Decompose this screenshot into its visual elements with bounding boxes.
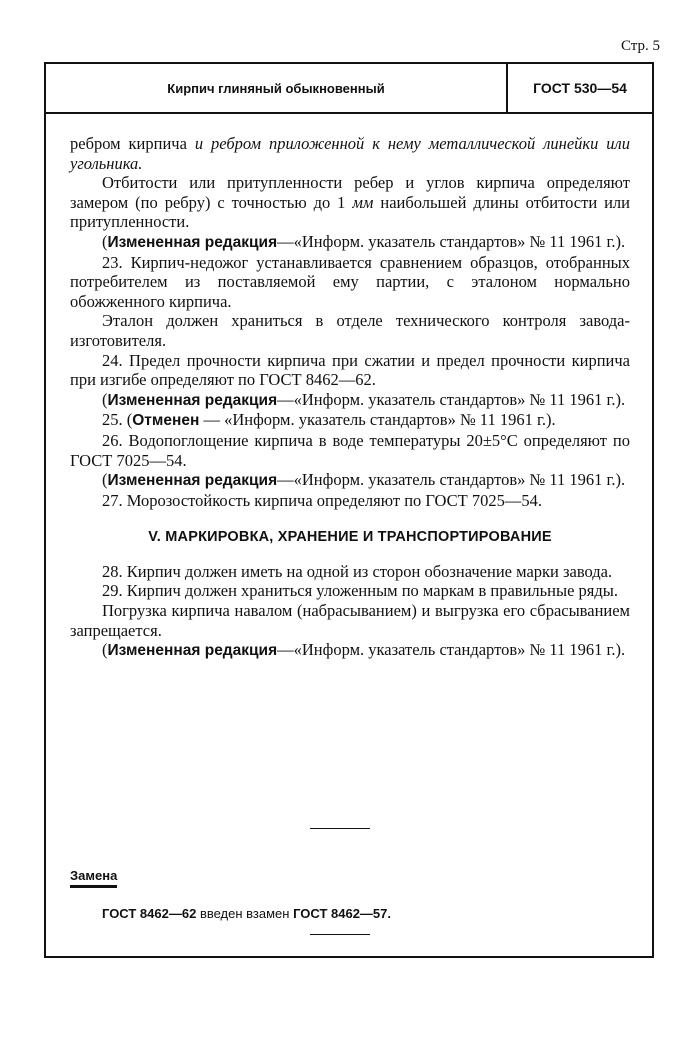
- text-run: 27. Морозостойкость кирпича определяют по ГОСТ 7025—54.: [102, 490, 542, 510]
- replacement-new-standard: ГОСТ 8462—62: [102, 906, 197, 921]
- paragraph: [70, 601, 630, 640]
- text-run: (: [102, 389, 108, 409]
- header-standard-code: ГОСТ 530—54: [533, 80, 627, 96]
- bold-text: Измененная редакция: [107, 472, 278, 490]
- text-run: 24. Предел прочности кирпича при сжатии и предел прочности кирпича при изгибе определяют по ГОСТ 8462—62.: [70, 350, 630, 390]
- paragraph: [70, 431, 630, 470]
- paragraph: [70, 351, 630, 390]
- paragraph: [70, 470, 630, 491]
- paragraph: [70, 311, 630, 350]
- text-run: Эталон должен храниться в отделе технического контроля завода-изготовителя.: [70, 311, 630, 350]
- text-run: 26. Водопоглощение кирпича в воде температуры 20±5°С определяют по ГОСТ 7025—54.: [70, 430, 630, 470]
- text-run: Отбитости или притупленности ребер и углов кирпича определяют замером (по ребру) с точностью до 1: [70, 173, 630, 212]
- bold-text: Отменен: [132, 412, 200, 430]
- replacement-old-standard: ГОСТ 8462—57.: [293, 906, 391, 921]
- divider-top: [310, 828, 370, 829]
- paragraph: [70, 232, 630, 253]
- text-run: —«Информ. указатель стандартов» № 11 1961 г.).: [277, 640, 626, 660]
- page-number: Стр. 5: [620, 38, 660, 54]
- text-run: наибольшей длины отбитости или притупленности.: [70, 192, 630, 232]
- text-run: —«Информ. указатель стандартов» № 11 1961 г.).: [277, 389, 626, 409]
- paragraph: [70, 134, 630, 173]
- running-header: [46, 62, 652, 114]
- italic-text: и ребром приложенной к нему металлической линейки или угольника.: [70, 134, 630, 173]
- text-run: V. МАРКИРОВКА, ХРАНЕНИЕ И ТРАНСПОРТИРОВАНИЕ: [148, 529, 552, 546]
- text-run: Погрузка кирпича навалом (набрасыванием) и выгрузка его сбрасыванием запрещается.: [70, 601, 630, 640]
- header-title: Кирпич глиняный обыкновенный: [46, 64, 508, 112]
- paragraph: [70, 491, 630, 511]
- text-run: —«Информ. указатель стандартов» № 11 1961 г.).: [277, 470, 626, 490]
- text-run: (: [102, 640, 108, 660]
- paragraph: [70, 640, 630, 661]
- text-run: —«Информ. указатель стандартов» № 11 1961 г.).: [277, 231, 626, 251]
- text-run: 23. Кирпич-недожог устанавливается сравнением образцов, отобранных потребителем из поставляемой ему партии, с эталоном нормально обожженного кирпича.: [70, 252, 630, 311]
- bold-text: Измененная редакция: [107, 391, 278, 409]
- replacement-note: [102, 906, 391, 921]
- text-run: (: [102, 470, 108, 490]
- text-run: 29. Кирпич должен храниться уложенным по маркам в правильные ряды.: [102, 581, 618, 601]
- text-run: (: [102, 231, 108, 251]
- paragraph: [70, 390, 630, 411]
- text-run: ребром кирпича: [70, 134, 195, 153]
- paragraph: [70, 581, 630, 601]
- italic-text: мм: [352, 192, 374, 212]
- divider-bottom: [310, 934, 370, 935]
- text-run: 25. (: [102, 410, 133, 430]
- bold-text: Измененная редакция: [107, 233, 278, 251]
- paragraph: [70, 562, 630, 582]
- paragraph: [70, 173, 630, 232]
- text-run: — «Информ. указатель стандартов» № 11 1961 г.).: [199, 410, 556, 430]
- paragraph: [70, 253, 630, 312]
- replacement-heading: Замена: [70, 868, 117, 888]
- section-heading: [70, 528, 630, 548]
- page-frame: [44, 62, 654, 958]
- replacement-phrase: введен взамен: [199, 906, 290, 921]
- document-body: [70, 134, 630, 661]
- text-run: 28. Кирпич должен иметь на одной из сторон обозначение марки завода.: [102, 561, 613, 581]
- paragraph: [70, 410, 630, 431]
- bold-text: Измененная редакция: [107, 642, 278, 660]
